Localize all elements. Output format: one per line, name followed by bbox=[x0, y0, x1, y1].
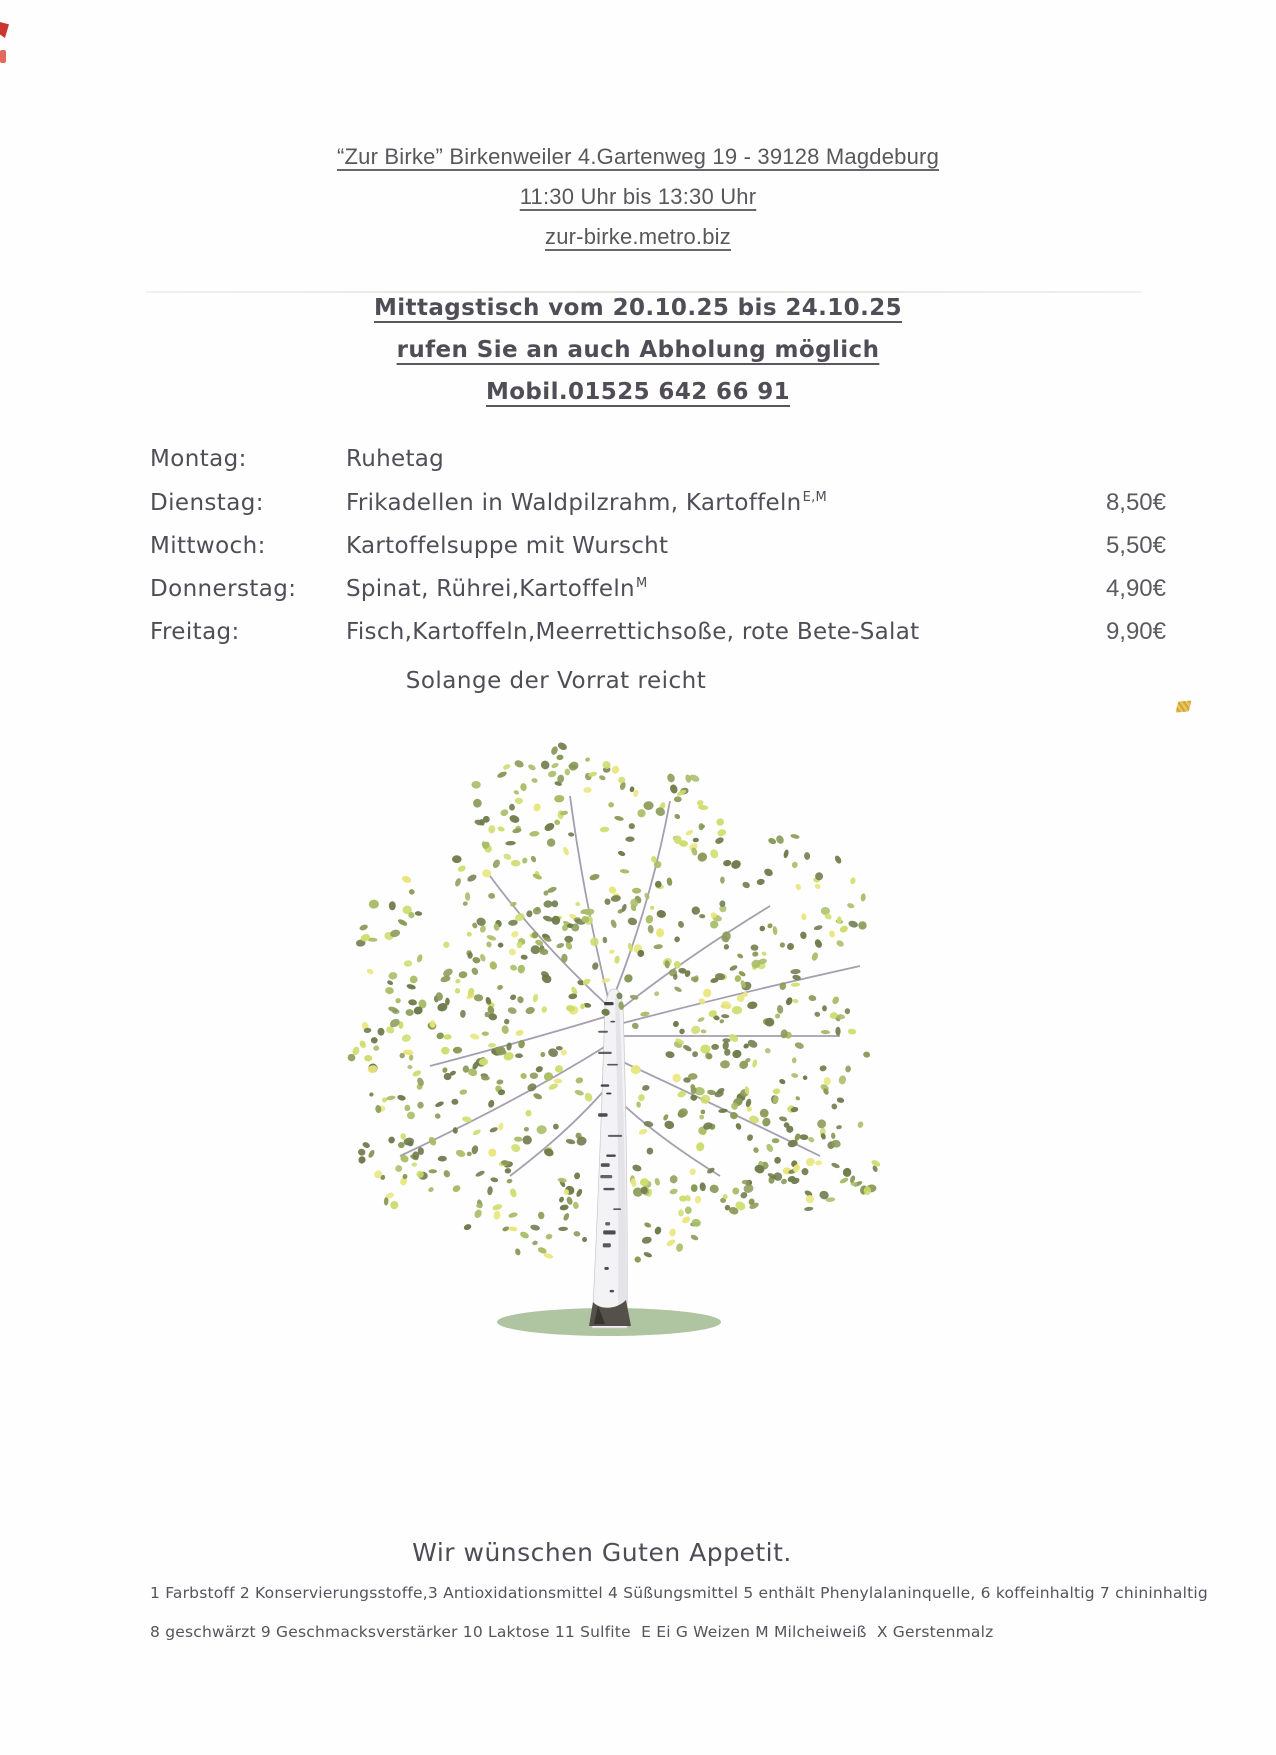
price-text: 4,90€ bbox=[1105, 575, 1166, 602]
phone-number-text: Mobil.01525 642 66 91 bbox=[485, 379, 791, 405]
menu-row-tuesday bbox=[150, 489, 1166, 532]
greeting-text: Wir wünschen Guten Appetit. bbox=[412, 1538, 792, 1567]
dish-text bbox=[346, 619, 1046, 645]
announcement-block bbox=[0, 294, 1276, 420]
opening-hours: 11:30 Uhr bis 13:30 Uhr bbox=[519, 184, 757, 209]
day-label: Donnerstag: bbox=[150, 576, 297, 602]
menu-table bbox=[150, 446, 1166, 661]
dish-text bbox=[346, 490, 1046, 516]
menu-row-thursday bbox=[150, 575, 1166, 618]
day-label: Freitag: bbox=[150, 619, 240, 645]
highlight-marker bbox=[1176, 700, 1192, 712]
day-label: Dienstag: bbox=[150, 490, 264, 516]
day-label: Montag: bbox=[150, 446, 247, 472]
availability-note: Solange der Vorrat reicht bbox=[405, 668, 707, 694]
pickup-note-text: rufen Sie an auch Abholung möglich bbox=[396, 337, 880, 363]
dish-text bbox=[346, 446, 1046, 472]
allergen-superscript: E,M bbox=[802, 490, 828, 506]
dish-name: Ruhetag bbox=[346, 446, 445, 472]
header-block bbox=[0, 144, 1276, 264]
allergen-superscript: M bbox=[635, 576, 648, 592]
restaurant-address: “Zur Birke” Birkenweiler 4.Gartenweg 19 - 39128 Magdeburg bbox=[336, 144, 940, 169]
dish-name: Spinat, Rührei,Kartoffeln bbox=[346, 576, 635, 602]
day-label: Mittwoch: bbox=[150, 533, 266, 559]
scan-artifact-mark bbox=[0, 50, 6, 63]
footnote-line-2: 8 geschwärzt 9 Geschmacksverstärker 10 Laktose 11 Sulfite E Ei G Weizen M Milcheiweiß X Gerstenmalz bbox=[150, 1623, 994, 1641]
menu-row-monday bbox=[150, 446, 1166, 489]
price-text: 9,90€ bbox=[1105, 618, 1166, 645]
scan-artifact-mark bbox=[0, 22, 9, 38]
birch-tree-illustration bbox=[340, 706, 880, 1338]
price-text: 5,50€ bbox=[1105, 532, 1166, 559]
phone-number bbox=[0, 378, 1276, 406]
scan-divider-line bbox=[146, 291, 1141, 293]
pickup-note bbox=[0, 336, 1276, 364]
dish-name: Fisch,Kartoffeln,Meerrettichsoße, rote Bete-Salat bbox=[346, 619, 920, 645]
dish-text bbox=[346, 576, 1046, 602]
dish-name: Frikadellen in Waldpilzrahm, Kartoffeln bbox=[346, 490, 802, 516]
menu-week-title-text: Mittagstisch vom 20.10.25 bis 24.10.25 bbox=[373, 295, 903, 321]
dish-text bbox=[346, 533, 1046, 559]
dish-name: Kartoffelsuppe mit Wurscht bbox=[346, 533, 669, 559]
price-text: 8,50€ bbox=[1105, 489, 1166, 516]
footnote-line-1: 1 Farbstoff 2 Konservierungsstoffe,3 Antioxidationsmittel 4 Süßungsmittel 5 enthält Phenylalaninquelle, 6 koffeinhaltig 7 chininhaltig bbox=[150, 1584, 1208, 1602]
menu-row-friday bbox=[150, 618, 1166, 661]
menu-row-wednesday bbox=[150, 532, 1166, 575]
menu-week-title bbox=[0, 294, 1276, 322]
website-url: zur-birke.metro.biz bbox=[545, 224, 731, 249]
